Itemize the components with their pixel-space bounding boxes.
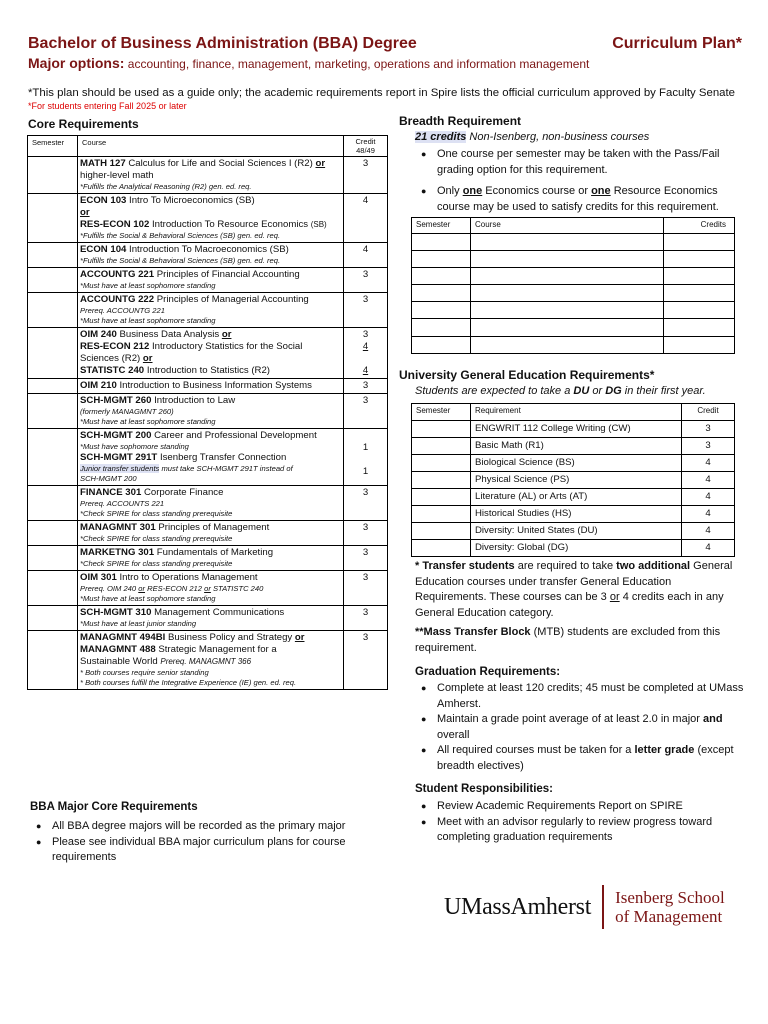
umass-amherst-wordmark: UMassAmherst	[444, 893, 592, 920]
col-credit-label: Credit	[355, 137, 376, 146]
col-credits: Credits	[664, 218, 735, 234]
credit-cell: 1 1	[344, 429, 388, 486]
gened-header-row	[412, 404, 735, 421]
credit-cell: 3	[344, 571, 388, 606]
requirement-cell: Historical Studies (HS)	[471, 506, 682, 523]
semester-cell[interactable]	[28, 379, 78, 394]
credit-cell: 3	[682, 421, 735, 438]
col-semester: Semester	[412, 404, 471, 421]
list-item: ● Meet with an advisor regularly to review progress toward completing graduation requirements	[415, 815, 745, 846]
requirement-cell: Physical Science (PS)	[471, 472, 682, 489]
requirement-cell: Biological Science (BS)	[471, 455, 682, 472]
table-row	[28, 486, 388, 521]
table-row	[412, 234, 735, 251]
list-item: ● Only one Economics course or one Resource Economics course may be used to satisfy credits for this requirement.	[415, 184, 745, 215]
breadth-table	[411, 217, 735, 354]
course-cell[interactable]	[471, 285, 664, 302]
list-item: ● One course per semester may be taken with the Pass/Fail grading option for this requirement.	[415, 147, 745, 178]
major-options	[28, 55, 589, 71]
course-cell: ECON 103 Intro To Microeconomics (SB) or RES-ECON 102 Introduction To Resource Economics (SB) *Fulfills the Social & Behavioral Sciences (SB) gen. ed. req.	[78, 194, 344, 243]
table-row	[28, 379, 388, 394]
table-row	[412, 523, 735, 540]
mtb-note: **Mass Transfer Block (MTB) students are excluded from this requirement.	[415, 626, 721, 654]
course-cell: FINANCE 301 Corporate Finance Prereq. ACCOUNTS 221 *Check SPIRE for class standing prerequisite	[78, 486, 344, 521]
table-row	[412, 438, 735, 455]
requirement-cell: Diversity: United States (DU)	[471, 523, 682, 540]
course-cell: MANAGMNT 301 Principles of Management *Check SPIRE for class standing prerequisite	[78, 521, 344, 546]
col-requirement: Requirement	[471, 404, 682, 421]
table-row	[412, 285, 735, 302]
table-row	[28, 606, 388, 631]
semester-cell[interactable]	[28, 606, 78, 631]
col-credit-total: 48/49	[356, 146, 375, 155]
gened-heading: University General Education Requirements*	[399, 368, 655, 382]
semester-cell[interactable]	[28, 521, 78, 546]
credit-cell: 3	[344, 521, 388, 546]
major-options-label: Major options:	[28, 55, 125, 71]
credit-cell: 4	[344, 243, 388, 268]
col-credit	[344, 136, 388, 157]
core-heading: Core Requirements	[28, 117, 139, 131]
semester-cell[interactable]	[28, 631, 78, 690]
col-course: Course	[78, 136, 344, 157]
credit-cell: 4	[344, 194, 388, 243]
credits-cell[interactable]	[664, 285, 735, 302]
semester-cell[interactable]	[28, 571, 78, 606]
credits-cell[interactable]	[664, 234, 735, 251]
credit-cell: 3	[682, 438, 735, 455]
course-cell[interactable]	[471, 336, 664, 353]
col-semester: Semester	[412, 218, 471, 234]
semester-cell[interactable]	[412, 421, 471, 438]
col-course: Course	[471, 218, 664, 234]
credit-cell: 4	[682, 472, 735, 489]
semester-cell[interactable]	[28, 194, 78, 243]
table-row	[28, 394, 388, 429]
credits-cell[interactable]	[664, 336, 735, 353]
table-row	[412, 251, 735, 268]
semester-cell[interactable]	[412, 472, 471, 489]
credits-cell[interactable]	[664, 251, 735, 268]
breadth-heading: Breadth Requirement	[399, 114, 522, 128]
semester-cell[interactable]	[28, 486, 78, 521]
list-item: ● All BBA degree majors will be recorded as the primary major	[30, 819, 380, 835]
table-row	[28, 157, 388, 194]
logo-divider	[602, 885, 604, 929]
credit-cell: 3	[344, 293, 388, 328]
breadth-bullets	[415, 147, 745, 215]
graduation-bullets	[415, 681, 745, 775]
table-row	[412, 506, 735, 523]
credit-cell: 3	[344, 379, 388, 394]
semester-cell[interactable]	[28, 268, 78, 293]
bba-bullets	[30, 819, 380, 866]
course-cell: ACCOUNTG 221 Principles of Financial Accounting *Must have at least sophomore standing	[78, 268, 344, 293]
table-row	[412, 336, 735, 353]
table-row	[28, 328, 388, 379]
credit-cell: 4	[682, 540, 735, 557]
credit-cell: 3 4 4	[344, 328, 388, 379]
list-item: ● All required courses must be taken for a letter grade (except breadth electives)	[415, 743, 745, 774]
credits-cell[interactable]	[664, 302, 735, 319]
table-row	[412, 540, 735, 557]
table-row	[28, 194, 388, 243]
credit-cell: 4	[682, 523, 735, 540]
credit-cell: 3	[344, 546, 388, 571]
major-options-list: accounting, finance, management, marketing, operations and information management	[127, 57, 590, 71]
course-cell: OIM 210 Introduction to Business Information Systems	[78, 379, 344, 394]
table-row	[28, 429, 388, 486]
table-row	[28, 571, 388, 606]
list-item: ● Maintain a grade point average of at least 2.0 in major and overall	[415, 712, 745, 743]
breadth-credits: 21 credits Non-Isenberg, non-business courses	[415, 131, 650, 143]
semester-cell[interactable]	[412, 319, 471, 336]
credits-cell[interactable]	[664, 268, 735, 285]
core-header-row	[28, 136, 388, 157]
list-item: ● Please see individual BBA major curriculum plans for course requirements	[30, 835, 380, 866]
table-row	[28, 546, 388, 571]
table-row	[412, 302, 735, 319]
responsibilities-bullets	[415, 799, 745, 846]
requirement-cell: Literature (AL) or Arts (AT)	[471, 489, 682, 506]
credit-cell: 4	[682, 455, 735, 472]
credits-cell[interactable]	[664, 319, 735, 336]
gened-note: Students are expected to take a DU or DG in their first year.	[415, 385, 706, 397]
table-row	[28, 243, 388, 268]
fall-note: *For students entering Fall 2025 or later	[28, 101, 187, 111]
credit-cell: 3	[344, 631, 388, 690]
course-cell[interactable]	[471, 302, 664, 319]
credit-cell: 3	[344, 394, 388, 429]
semester-cell[interactable]	[28, 293, 78, 328]
course-cell[interactable]	[471, 234, 664, 251]
semester-cell[interactable]	[28, 546, 78, 571]
credit-cell: 3	[344, 268, 388, 293]
table-row	[412, 489, 735, 506]
table-row	[412, 319, 735, 336]
semester-cell[interactable]	[28, 243, 78, 268]
semester-cell[interactable]	[412, 523, 471, 540]
table-row	[412, 455, 735, 472]
semester-cell[interactable]	[412, 234, 471, 251]
core-requirements-table	[27, 135, 388, 690]
graduation-heading: Graduation Requirements:	[415, 666, 561, 678]
isenberg-wordmark: Isenberg School of Management	[615, 888, 725, 926]
list-item: ● Complete at least 120 credits; 45 must be completed at UMass Amherst.	[415, 681, 745, 712]
course-cell: SCH-MGMT 310 Management Communications *Must have at least junior standing	[78, 606, 344, 631]
requirement-cell: Diversity: Global (DG)	[471, 540, 682, 557]
umass-isenberg-logo	[444, 885, 725, 929]
semester-cell[interactable]	[28, 157, 78, 194]
responsibilities-heading: Student Responsibilities:	[415, 783, 554, 795]
course-cell: MATH 127 Calculus for Life and Social Sciences I (R2) or higher-level math *Fulfills the Analytical Reasoning (R2) gen. ed. req.	[78, 157, 344, 194]
list-item: ● Review Academic Requirements Report on SPIRE	[415, 799, 745, 815]
curriculum-plan-label: Curriculum Plan*	[612, 35, 742, 52]
gened-table	[411, 403, 735, 557]
table-row	[28, 631, 388, 690]
table-row	[28, 268, 388, 293]
course-cell: SCH-MGMT 260 Introduction to Law (formerly MANAGMNT 260) *Must have at least sophomore standing	[78, 394, 344, 429]
course-cell: MARKETNG 301 Fundamentals of Marketing *Check SPIRE for class standing prerequisite	[78, 546, 344, 571]
transfer-note: * Transfer students are required to take two additional General Education courses under transfer General Education Requirements. These courses can be 3 or 4 credits each in any General Education category.	[415, 560, 733, 619]
semester-cell[interactable]	[412, 438, 471, 455]
semester-cell[interactable]	[28, 328, 78, 379]
col-semester: Semester	[28, 136, 78, 157]
semester-cell[interactable]	[412, 285, 471, 302]
semester-cell[interactable]	[412, 540, 471, 557]
course-cell: OIM 301 Intro to Operations Management Prereq. OIM 240 or RES-ECON 212 or STATISTC 240 *Must have at least sophomore standing	[78, 571, 344, 606]
credit-cell: 4	[682, 506, 735, 523]
semester-cell[interactable]	[412, 251, 471, 268]
credit-cell: 3	[344, 157, 388, 194]
course-cell: ECON 104 Introduction To Macroeconomics (SB) *Fulfills the Social & Behavioral Sciences (SB) gen. ed. req.	[78, 243, 344, 268]
breadth-header-row	[412, 218, 735, 234]
bba-heading: BBA Major Core Requirements	[30, 801, 198, 813]
course-cell: ACCOUNTG 222 Principles of Managerial Accounting Prereq. ACCOUNTG 221 *Must have at least sophomore standing	[78, 293, 344, 328]
guide-note: *This plan should be used as a guide only; the academic requirements report in Spire lists the official curriculum approved by Faculty Senate	[28, 87, 736, 99]
requirement-cell: Basic Math (R1)	[471, 438, 682, 455]
semester-cell[interactable]	[412, 268, 471, 285]
table-row	[28, 293, 388, 328]
course-cell: MANAGMNT 494BI Business Policy and Strategy or MANAGMNT 488 Strategic Management for a Sustainable World Prereq. MANAGMNT 366 * Both courses require senior standing * Both courses fulfill the Integrative Experience (IE) gen. ed. req.	[78, 631, 344, 690]
credit-cell: 4	[682, 489, 735, 506]
semester-cell[interactable]	[412, 489, 471, 506]
semester-cell[interactable]	[412, 302, 471, 319]
semester-cell[interactable]	[412, 506, 471, 523]
requirement-cell: ENGWRIT 112 College Writing (CW)	[471, 421, 682, 438]
semester-cell[interactable]	[412, 336, 471, 353]
course-cell[interactable]	[471, 268, 664, 285]
credit-cell: 3	[344, 606, 388, 631]
course-cell[interactable]	[471, 319, 664, 336]
table-row	[412, 268, 735, 285]
table-row	[28, 521, 388, 546]
table-row	[412, 472, 735, 489]
course-cell[interactable]	[471, 251, 664, 268]
course-cell: OIM 240 Business Data Analysis or RES-ECON 212 Introductory Statistics for the Social Sciences (R2) or STATISTC 240 Introduction to Statistics (R2)	[78, 328, 344, 379]
semester-cell[interactable]	[28, 394, 78, 429]
table-row	[412, 421, 735, 438]
semester-cell[interactable]	[28, 429, 78, 486]
course-cell: SCH-MGMT 200 Career and Professional Development *Must have sophomore standing SCH-MGMT 291T Isenberg Transfer Connection Junior transfer students must take SCH-MGMT 291T instead of SCH-MGMT 200	[78, 429, 344, 486]
semester-cell[interactable]	[412, 455, 471, 472]
credit-cell: 3	[344, 486, 388, 521]
col-credit: Credit	[682, 404, 735, 421]
document-title: Bachelor of Business Administration (BBA) Degree	[28, 35, 417, 52]
